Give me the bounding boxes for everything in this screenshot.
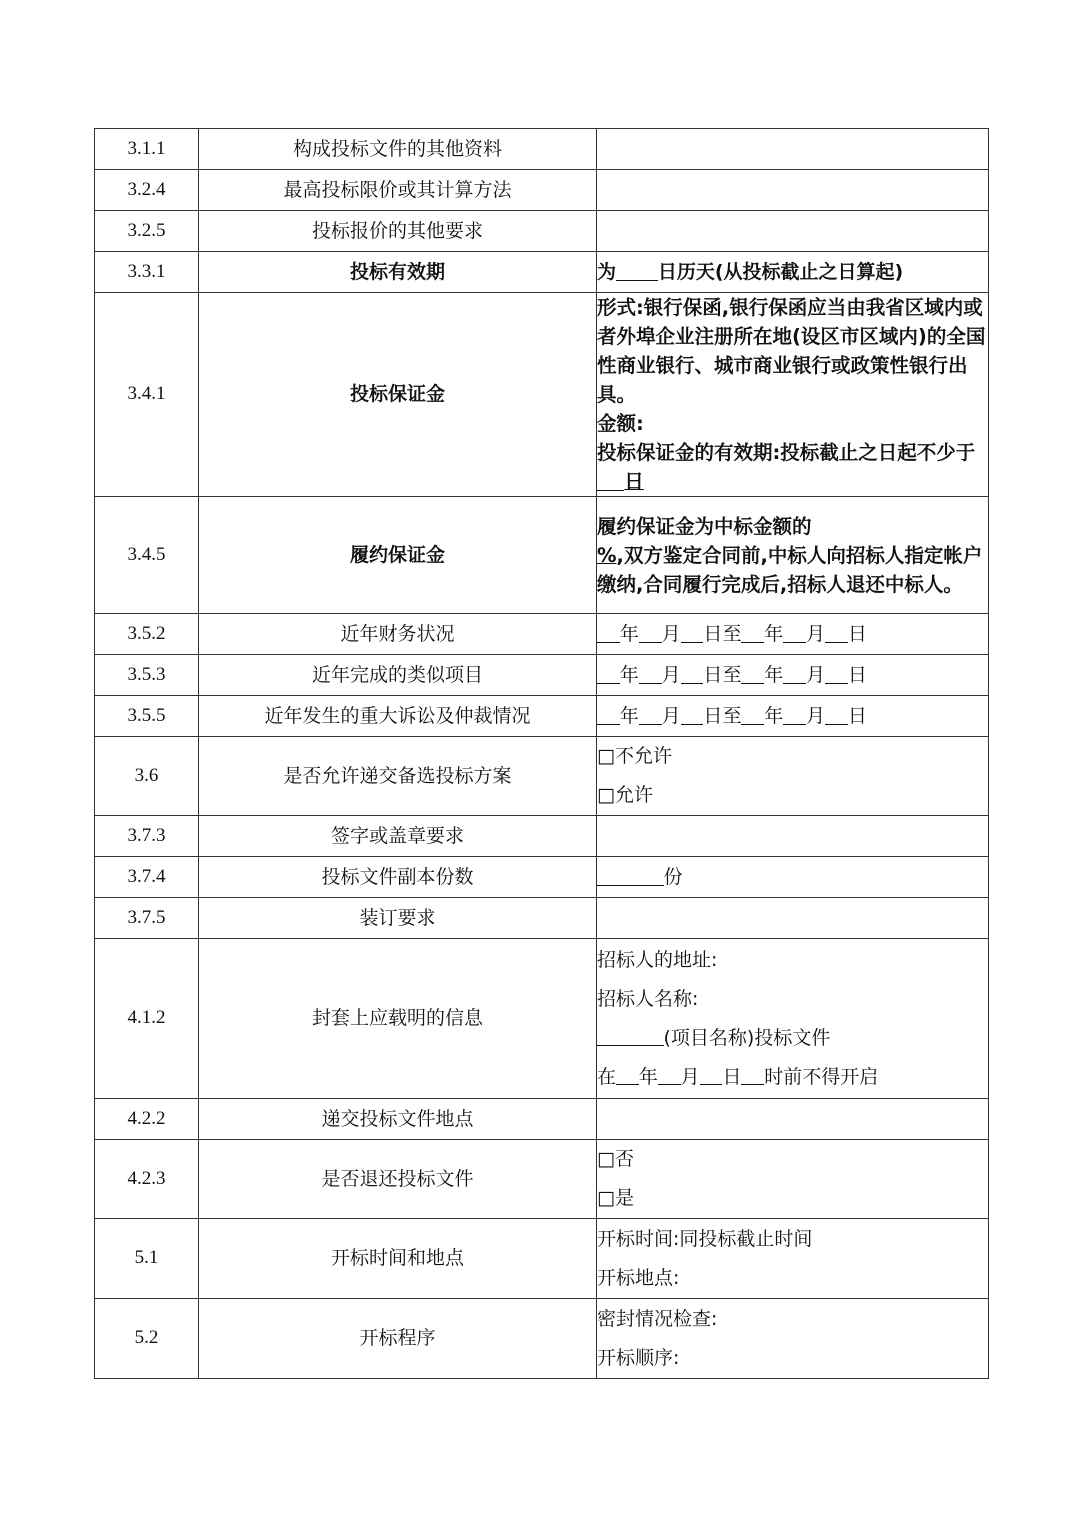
clause-label: 近年完成的类似项目: [199, 655, 597, 696]
fill-blank: [597, 469, 624, 490]
clause-number: 3.6: [95, 737, 199, 816]
clause-label: 履约保证金: [199, 497, 597, 614]
clause-label: 签字或盖章要求: [199, 816, 597, 857]
bond-form-text: 形式:银行保函,银行保函应当由我省区域内或者外埠企业注册所在地(设区市区域内)的全国性商业银行、城市商业银行或政策性银行出具。: [597, 296, 986, 406]
option-allowed-checkbox[interactable]: □允许: [597, 784, 653, 806]
clause-number: 5.2: [95, 1299, 199, 1379]
table-row: [95, 497, 989, 614]
table-row: [95, 737, 989, 816]
table-row: [95, 898, 989, 939]
clause-number: 5.1: [95, 1219, 199, 1299]
table-row: [95, 1219, 989, 1299]
clause-value: [597, 1099, 989, 1140]
option-not-allowed-checkbox[interactable]: □不允许: [597, 745, 672, 767]
clause-number: 3.2.4: [95, 170, 199, 211]
table-row: [95, 252, 989, 293]
value-unit: 日: [624, 470, 644, 493]
opening-place-text: 开标地点:: [597, 1266, 680, 1289]
bid-data-table: [94, 128, 989, 1379]
clause-number: 3.5.5: [95, 696, 199, 737]
table-row: [95, 614, 989, 655]
clause-value: [597, 211, 989, 252]
table-row: [95, 816, 989, 857]
clause-label: 投标保证金: [199, 293, 597, 497]
fill-blank: [616, 260, 658, 281]
clause-number: 4.2.2: [95, 1099, 199, 1140]
bid-bond-value: [597, 293, 989, 497]
option-no-checkbox[interactable]: □否: [597, 1148, 634, 1170]
clause-label: 是否允许递交备选投标方案: [199, 737, 597, 816]
table-row: [95, 1299, 989, 1379]
alternative-bid-options: [597, 737, 989, 816]
copies-value: [597, 857, 989, 898]
clause-label: 近年财务状况: [199, 614, 597, 655]
table-row: [95, 939, 989, 1099]
value-unit: 份: [663, 866, 683, 889]
clause-number: 3.4.5: [95, 497, 199, 614]
return-docs-options: [597, 1140, 989, 1219]
project-name-line: (项目名称)投标文件: [597, 1019, 988, 1058]
table-row: [95, 211, 989, 252]
opening-order-text: 开标顺序:: [597, 1346, 680, 1369]
envelope-info-value: [597, 939, 989, 1099]
date-range-value: 年 月 日至 年 月 日: [597, 655, 989, 696]
opening-procedure: [597, 1299, 989, 1379]
clause-number: 3.1.1: [95, 129, 199, 170]
clause-number: 3.5.2: [95, 614, 199, 655]
performance-bond-value: [597, 497, 989, 614]
clause-value: [597, 170, 989, 211]
option-yes-checkbox[interactable]: □是: [597, 1187, 634, 1209]
clause-number: 3.7.5: [95, 898, 199, 939]
clause-value: [597, 816, 989, 857]
clause-label: 开标时间和地点: [199, 1219, 597, 1299]
perf-bond-line2: ,双方鉴定合同前,中标人向招标人指定帐户缴纳,合同履行完成后,招标人退还中标人。: [597, 543, 983, 596]
clause-label: 封套上应载明的信息: [199, 939, 597, 1099]
clause-label: 投标有效期: [199, 252, 597, 293]
date-range-value: 年 月 日至 年 月 日: [597, 614, 989, 655]
value-prefix: 为: [597, 261, 617, 284]
clause-value: [597, 129, 989, 170]
table-row: [95, 1099, 989, 1140]
value-suffix: 历天(从投标截止之日算起): [676, 261, 904, 284]
value-unit: 日: [657, 261, 677, 284]
clause-label: 开标程序: [199, 1299, 597, 1379]
seal-check-text: 密封情况检查:: [597, 1307, 718, 1330]
tenderer-name: 招标人名称:: [597, 987, 699, 1010]
clause-number: 3.7.4: [95, 857, 199, 898]
clause-number: 3.2.5: [95, 211, 199, 252]
opening-time-text: 开标时间:同投标截止时间: [597, 1227, 813, 1250]
clause-label: 是否退还投标文件: [199, 1140, 597, 1219]
table-row: [95, 655, 989, 696]
bond-amount-text: 金额:: [597, 412, 644, 435]
table-row: [95, 857, 989, 898]
table-row: [95, 293, 989, 497]
clause-label: 构成投标文件的其他资料: [199, 129, 597, 170]
clause-label: 投标报价的其他要求: [199, 211, 597, 252]
clause-number: 4.1.2: [95, 939, 199, 1099]
clause-number: 4.2.3: [95, 1140, 199, 1219]
clause-label: 投标文件副本份数: [199, 857, 597, 898]
fill-blank: [597, 865, 664, 886]
clause-number: 3.5.3: [95, 655, 199, 696]
clause-label: 递交投标文件地点: [199, 1099, 597, 1140]
clause-value: [597, 898, 989, 939]
table-row: [95, 1140, 989, 1219]
bond-validity-text: 投标保证金的有效期:投标截止之日起不少于: [597, 441, 976, 464]
tenderer-address: 招标人的地址:: [597, 948, 718, 971]
table-row: [95, 129, 989, 170]
clause-number: 3.4.1: [95, 293, 199, 497]
perf-bond-line1: 履约保证金为中标金额的: [597, 514, 812, 538]
clause-number: 3.3.1: [95, 252, 199, 293]
clause-label: 最高投标限价或其计算方法: [199, 170, 597, 211]
table-row: [95, 170, 989, 211]
clause-number: 3.7.3: [95, 816, 199, 857]
opening-time-line: 在 年 月 日 时前不得开启: [597, 1065, 879, 1088]
opening-time-place: [597, 1219, 989, 1299]
percent-blank: %: [597, 543, 617, 567]
table-row: [95, 696, 989, 737]
clause-label: 近年发生的重大诉讼及仲裁情况: [199, 696, 597, 737]
validity-period-value: [597, 252, 989, 293]
date-range-value: 年 月 日至 年 月 日: [597, 696, 989, 737]
clause-label: 装订要求: [199, 898, 597, 939]
